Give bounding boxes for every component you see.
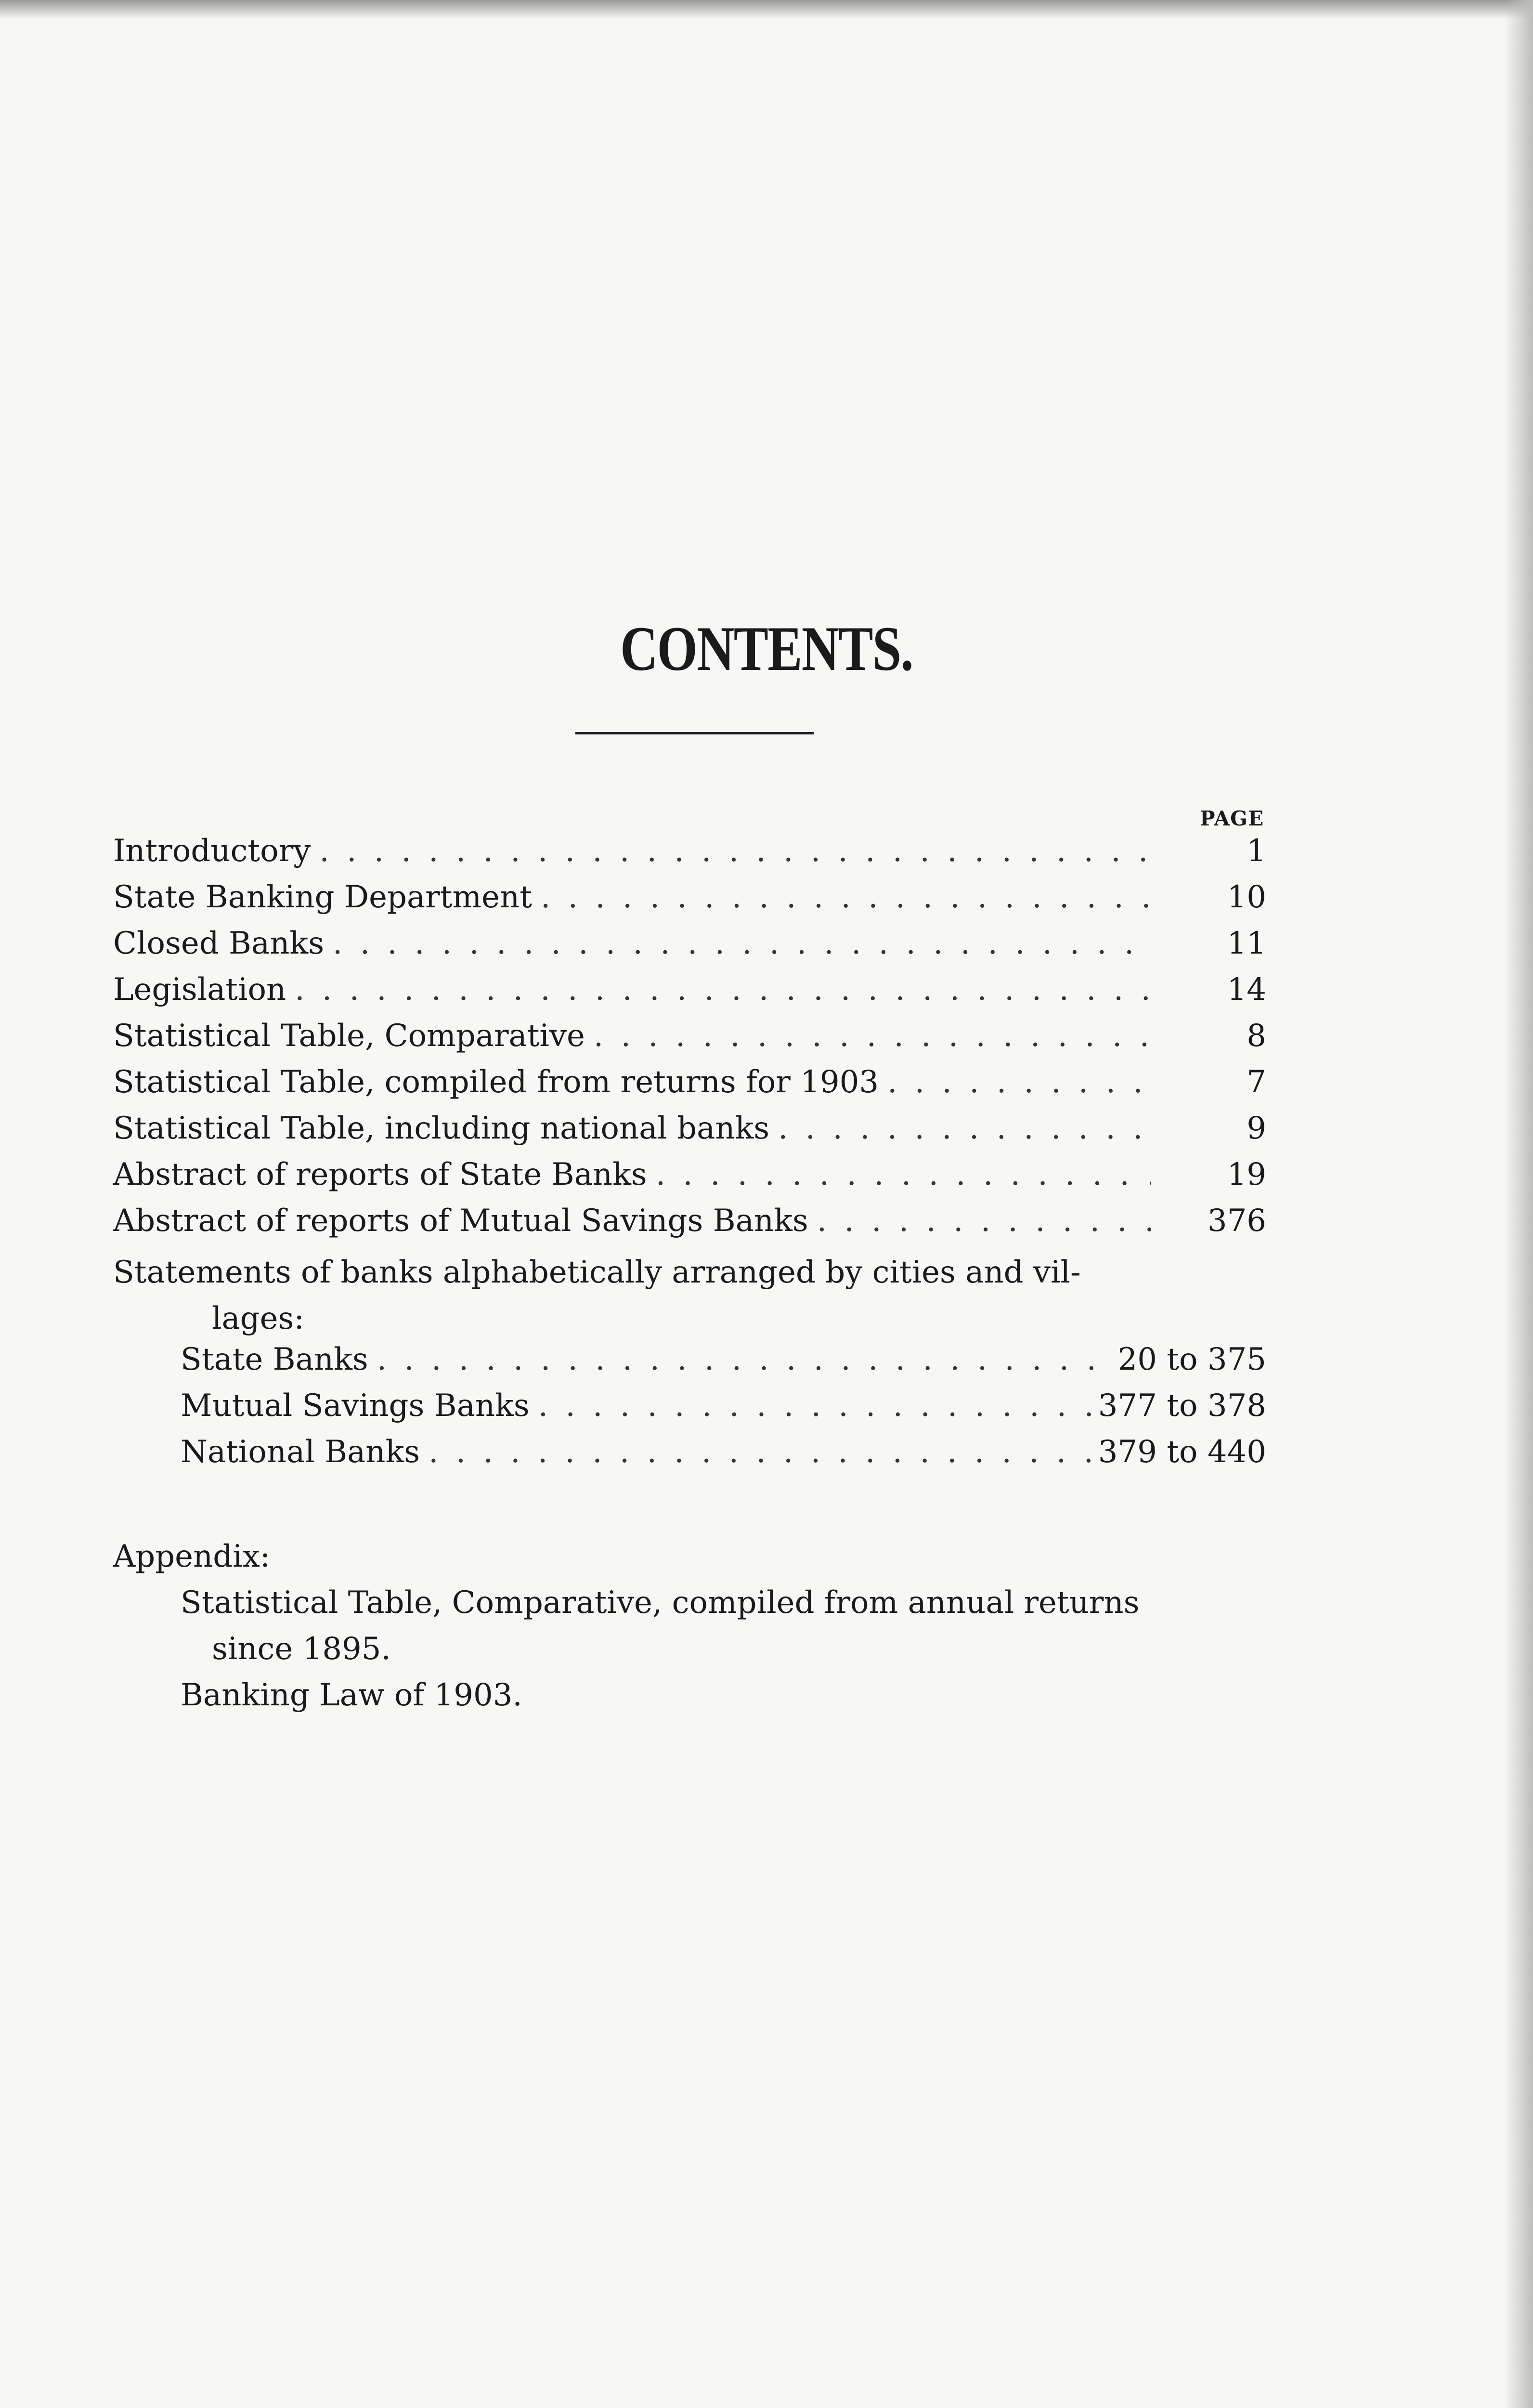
toc-entry-label: State Banking Department bbox=[113, 879, 532, 915]
statements-heading-continuation: lages: bbox=[212, 1301, 304, 1336]
toc-entry-label: Statistical Table, Comparative bbox=[113, 1018, 585, 1054]
dot-leader bbox=[887, 1064, 1151, 1100]
toc-entry-label: Mutual Savings Banks bbox=[181, 1388, 530, 1424]
dot-leader bbox=[319, 833, 1151, 869]
toc-entry-label: Abstract of reports of State Banks bbox=[113, 1157, 647, 1192]
page-edge bbox=[1504, 0, 1533, 2408]
toc-entry-label: Closed Banks bbox=[113, 926, 325, 961]
toc-entry bbox=[113, 1203, 1266, 1249]
dot-leader bbox=[594, 1018, 1151, 1054]
toc-subentry bbox=[113, 1434, 1266, 1480]
toc-entry-page: 9 bbox=[1247, 1111, 1266, 1146]
toc-entry-label: Introductory bbox=[113, 833, 311, 869]
dot-leader bbox=[778, 1111, 1151, 1146]
page-edge bbox=[0, 0, 1533, 19]
toc-entry-page: 376 bbox=[1207, 1203, 1266, 1239]
toc-entry-page: 10 bbox=[1227, 879, 1266, 915]
toc-entry-label: Statistical Table, compiled from returns for 1903 bbox=[113, 1064, 879, 1100]
dot-leader bbox=[538, 1388, 1093, 1424]
toc-entry bbox=[113, 1018, 1266, 1064]
toc-entry-label: National Banks bbox=[181, 1434, 420, 1470]
toc-entry-page: 7 bbox=[1247, 1064, 1266, 1100]
toc-entry-label: State Banks bbox=[181, 1342, 368, 1377]
page-column-label: PAGE bbox=[1200, 807, 1264, 830]
appendix-item-continuation: since 1895. bbox=[212, 1631, 391, 1667]
statements-heading: Statements of banks alphabetically arranged by cities and vil- bbox=[113, 1255, 1081, 1290]
toc-entry-label: Statistical Table, including national banks bbox=[113, 1111, 770, 1146]
dot-leader bbox=[429, 1434, 1093, 1470]
toc-entry bbox=[113, 1111, 1266, 1157]
toc-entry-page: 1 bbox=[1247, 833, 1266, 869]
toc-entry bbox=[113, 972, 1266, 1018]
appendix-item: Statistical Table, Comparative, compiled from annual returns bbox=[181, 1585, 1140, 1621]
toc-entry-label: Legislation bbox=[113, 972, 286, 1008]
dot-leader bbox=[377, 1342, 1113, 1377]
toc-entry-page: 19 bbox=[1227, 1157, 1266, 1192]
toc-entry-page: 8 bbox=[1247, 1018, 1266, 1054]
toc-subentry bbox=[113, 1342, 1266, 1388]
toc-entry bbox=[113, 879, 1266, 926]
toc-entry-label: Abstract of reports of Mutual Savings Banks bbox=[113, 1203, 808, 1239]
title-rule bbox=[575, 732, 814, 734]
toc-entry bbox=[113, 926, 1266, 972]
toc-entry-page: 377 to 378 bbox=[1098, 1388, 1266, 1424]
toc-entry-page: 11 bbox=[1227, 926, 1266, 961]
dot-leader bbox=[541, 879, 1151, 915]
dot-leader bbox=[333, 926, 1151, 961]
toc-entry-page: 14 bbox=[1227, 972, 1266, 1008]
appendix-heading: Appendix: bbox=[113, 1539, 271, 1574]
toc-entry-page: 379 to 440 bbox=[1098, 1434, 1266, 1470]
toc-entry bbox=[113, 1157, 1266, 1203]
appendix-item: Banking Law of 1903. bbox=[181, 1677, 522, 1713]
toc-entry-page: 20 to 375 bbox=[1117, 1342, 1266, 1377]
toc-entry bbox=[113, 1064, 1266, 1111]
dot-leader bbox=[295, 972, 1151, 1008]
page-title: CONTENTS. bbox=[620, 613, 913, 684]
dot-leader bbox=[817, 1203, 1151, 1239]
toc-entry bbox=[113, 833, 1266, 879]
toc-subentry bbox=[113, 1388, 1266, 1434]
spacer bbox=[113, 1480, 1266, 1533]
dot-leader bbox=[656, 1157, 1151, 1192]
table-of-contents bbox=[113, 833, 1266, 1718]
